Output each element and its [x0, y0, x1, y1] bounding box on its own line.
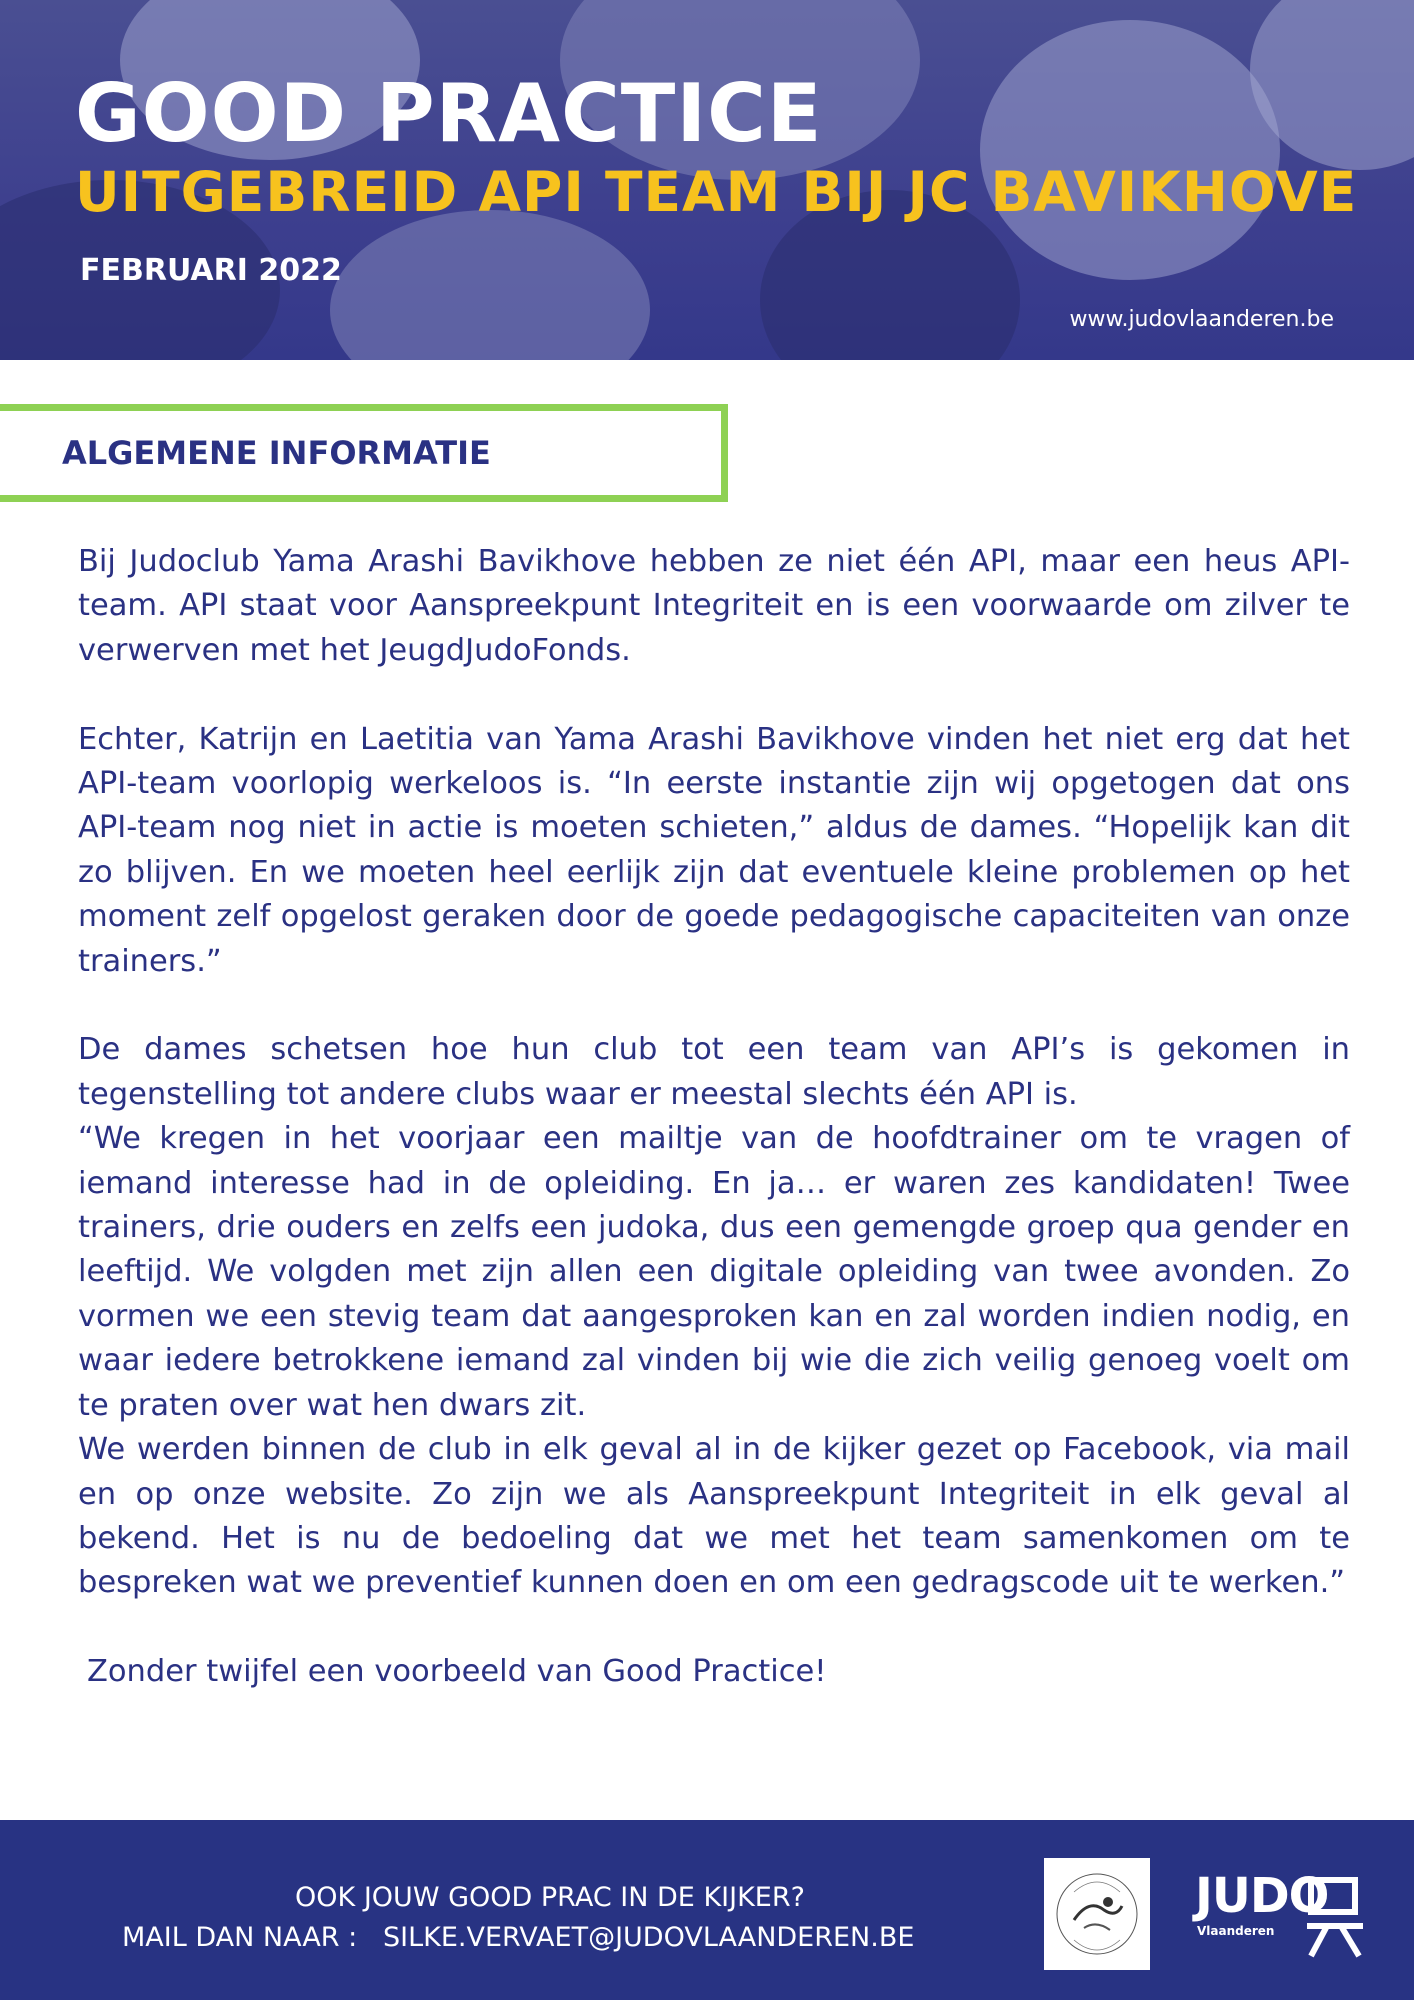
- header-banner: [0, 0, 1414, 360]
- contact-email-link[interactable]: SILKE.VERVAET@JUDOVLAANDEREN.BE: [383, 1922, 915, 1953]
- paragraph-visibility: We werden binnen de club in elk geval al in de kijker gezet op Facebook, via mail en op onze website. Zo zijn we als Aanspreekpunt Integriteit in elk geval al bekend. Het is nu de bedoeling dat we met het team samenkomen om te bespreken wat we preventief kunnen doen en om een gedragscode uit te werken.”: [78, 1432, 1350, 1601]
- club-logo-icon: [1044, 1858, 1150, 1970]
- paragraph-intro: Bij Judoclub Yama Arashi Bavikhove hebben ze niet één API, maar een heus API-team. API staat voor Aanspreekpunt Integriteit en is een voorwaarde om zilver te verwerven met het JeugdJudoFonds.: [78, 544, 1350, 668]
- paragraph-team-origin: De dames schetsen hoe hun club tot een team van API’s is gekomen in tegenstelling tot andere clubs waar er meestal slechts één API is.: [78, 1032, 1350, 1112]
- club-logo: [1044, 1858, 1150, 1970]
- footer-callout: OOK JOUW GOOD PRAC IN DE KIJKER?: [295, 1882, 805, 1913]
- article-body: [78, 540, 1350, 1695]
- footer-mail-line: [122, 1922, 914, 1953]
- brand-wordmark: JUDO: [1195, 1868, 1329, 1924]
- closing-line: Zonder twijfel een voorbeeld van Good Practice!: [87, 1654, 827, 1690]
- paragraph-training: “We kregen in het voorjaar een mailtje van de hoofdtrainer om te vragen of iemand interesse had in de opleiding. En ja… er waren zes kandidaten! Twee trainers, drie ouders en zelfs een judoka, dus een gemengde groep qua gender en leeftijd. We volgden met zijn allen een digitale opleiding van twee avonden. Zo vormen we een stevig team dat aangesproken kan en zal worden indien nodig, en waar iedere betrokkene iemand zal vinden bij wie die zich veilig genoeg voelt om te praten over wat hen dwars zit.: [78, 1121, 1350, 1423]
- judo-kanji-icon: [1305, 1876, 1365, 1960]
- mail-label: MAIL DAN NAAR :: [122, 1922, 358, 1953]
- paragraph-spacer: [78, 673, 1350, 717]
- publication-date: FEBRUARI 2022: [80, 253, 342, 288]
- paragraph-quote: Echter, Katrijn en Laetitia van Yama Arashi Bavikhove vinden het niet erg dat het API-team voorlopig werkeloos is. “In eerste instantie zijn wij opgetogen dat ons API-team nog niet in actie is moeten schieten,” aldus de dames. “Hopelijk kan dit zo blijven. En we moeten heel eerlijk zijn dat eventuele kleine problemen op het moment zelf opgelost geraken door de goede pedagogische capaciteiten van onze trainers.”: [78, 721, 1350, 979]
- brand-subtitle: Vlaanderen: [1197, 1924, 1275, 1938]
- website-link[interactable]: www.judovlaanderen.be: [1069, 307, 1334, 332]
- section-heading: ALGEMENE INFORMATIE: [62, 434, 491, 472]
- page-subtitle: UITGEBREID API TEAM BIJ JC BAVIKHOVE: [75, 160, 1358, 224]
- photo-judoka-shape: [330, 210, 650, 360]
- paragraph-spacer: [78, 1606, 1350, 1650]
- paragraph-spacer: [78, 984, 1350, 1028]
- judo-vlaanderen-logo: [1195, 1868, 1365, 1968]
- photo-judoka-shape: [980, 20, 1280, 280]
- page-title: GOOD PRACTICE: [75, 67, 823, 160]
